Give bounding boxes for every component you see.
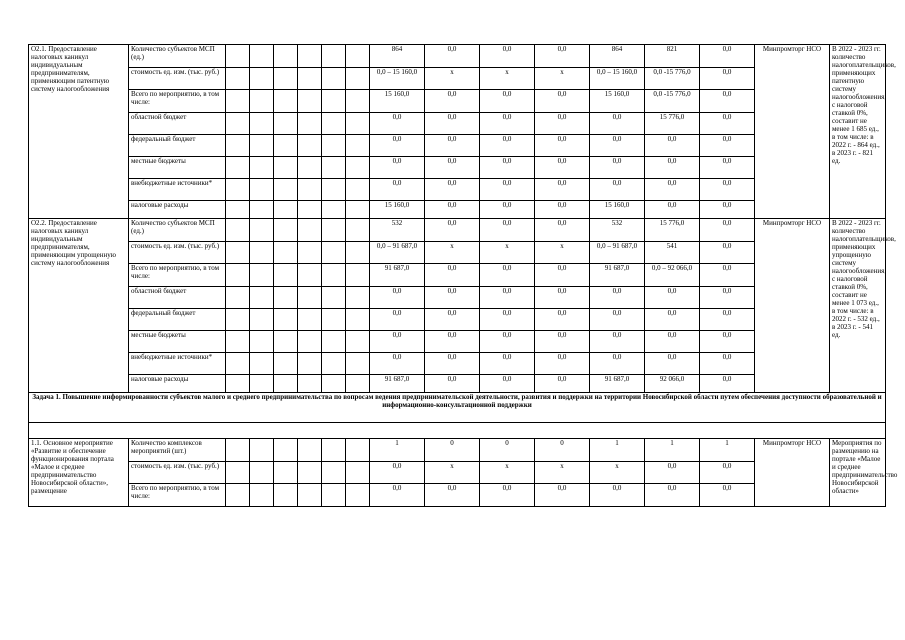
code-cell xyxy=(322,113,346,135)
value-cell: 0,0 xyxy=(535,375,590,393)
code-cell xyxy=(274,135,298,157)
row-label: Всего по мероприятию, в том числе: xyxy=(129,90,226,113)
value-cell: 0,0 xyxy=(590,309,645,331)
value-cell: 0,0 xyxy=(480,179,535,201)
code-cell xyxy=(250,331,274,353)
value-cell: 541 xyxy=(645,242,700,264)
value-cell: 0,0 xyxy=(535,201,590,219)
code-cell xyxy=(250,264,274,287)
code-cell xyxy=(250,90,274,113)
value-cell: 0,0 xyxy=(700,353,755,375)
value-cell: 0,0 xyxy=(700,90,755,113)
row-label: внебюджетные источники* xyxy=(129,179,226,201)
code-cell xyxy=(322,45,346,68)
value-cell: x xyxy=(480,68,535,90)
value-cell: 0,0 xyxy=(645,135,700,157)
value-cell: 0,0 xyxy=(645,309,700,331)
code-cell xyxy=(298,113,322,135)
value-cell: 0,0 xyxy=(370,353,425,375)
code-cell xyxy=(298,242,322,264)
value-cell: 0,0 xyxy=(370,113,425,135)
value-cell: 0,0 xyxy=(480,90,535,113)
task-heading: Задача 1. Повышение информированности субъектов малого и среднего предпринимательства по вопросам ведения предпринимательской деятельности, развития и поддержки на территории Новосибирской области путем обеспечения доступности образовательной и информационно-консультационной поддержки xyxy=(29,393,886,423)
value-cell: 0,0 xyxy=(590,484,645,507)
value-cell: 0,0 xyxy=(425,375,480,393)
value-cell: 0,0 -15 776,0 xyxy=(645,68,700,90)
code-cell xyxy=(250,219,274,242)
code-cell xyxy=(298,484,322,507)
value-cell: 0,0 xyxy=(480,45,535,68)
code-cell xyxy=(250,179,274,201)
code-cell xyxy=(226,375,250,393)
program-table xyxy=(28,44,898,507)
row-label: Всего по мероприятию, в том числе: xyxy=(129,484,226,507)
value-cell: 0,0 xyxy=(535,45,590,68)
measure-title: О2.1. Предоставление налоговых каникул индивидуальным предпринимателям, применяющим патентную систему налогообложения xyxy=(29,45,129,219)
code-cell xyxy=(274,242,298,264)
value-cell: 15 160,0 xyxy=(370,201,425,219)
code-cell xyxy=(274,353,298,375)
value-cell: 0,0 xyxy=(645,353,700,375)
code-cell xyxy=(298,287,322,309)
code-cell xyxy=(226,68,250,90)
code-cell xyxy=(226,484,250,507)
value-cell: 0,0 xyxy=(370,331,425,353)
code-cell xyxy=(274,264,298,287)
value-cell: 15 160,0 xyxy=(590,201,645,219)
value-cell: 91 687,0 xyxy=(590,264,645,287)
value-cell: 92 066,0 xyxy=(645,375,700,393)
value-cell: 0,0 xyxy=(535,331,590,353)
code-cell xyxy=(226,45,250,68)
value-cell: 864 xyxy=(590,45,645,68)
code-cell xyxy=(226,309,250,331)
value-cell: 0,0 xyxy=(590,179,645,201)
row-label: налоговые расходы xyxy=(129,201,226,219)
executor-cell: Минпромторг НСО xyxy=(755,45,830,219)
value-cell: 0,0 xyxy=(700,242,755,264)
code-cell xyxy=(322,484,346,507)
code-cell xyxy=(274,309,298,331)
value-cell: 0,0 xyxy=(535,157,590,179)
code-cell xyxy=(322,353,346,375)
code-cell xyxy=(322,90,346,113)
code-cell xyxy=(346,375,370,393)
value-cell: x xyxy=(425,242,480,264)
value-cell: 0,0 xyxy=(535,264,590,287)
code-cell xyxy=(346,353,370,375)
result-cell: В 2022 - 2023 гг. количество налогоплательщиков, применяющих упрощенную систему налогообложения, с налоговой ставкой 0%, составит не менее 1 073 ед., в том числе: в 2022 г. - 532 ед., в 2023 г. - 541 ед. xyxy=(830,219,886,393)
code-cell xyxy=(298,309,322,331)
value-cell: 0,0 xyxy=(425,219,480,242)
value-cell: 0 xyxy=(480,439,535,462)
code-cell xyxy=(322,201,346,219)
value-cell: 0,0 xyxy=(535,219,590,242)
value-cell: 91 687,0 xyxy=(370,375,425,393)
value-cell: 0,0 xyxy=(480,375,535,393)
code-cell xyxy=(226,264,250,287)
row-label: областной бюджет xyxy=(129,287,226,309)
value-cell: 0,0 xyxy=(425,484,480,507)
code-cell xyxy=(346,90,370,113)
value-cell: x xyxy=(480,242,535,264)
code-cell xyxy=(274,113,298,135)
value-cell: 0,0 xyxy=(425,135,480,157)
value-cell: 0,0 xyxy=(480,484,535,507)
value-cell: 0,0 xyxy=(425,179,480,201)
value-cell: 15 776,0 xyxy=(645,219,700,242)
code-cell xyxy=(298,157,322,179)
value-cell: 0,0 xyxy=(700,462,755,484)
value-cell: 0,0 xyxy=(535,135,590,157)
code-cell xyxy=(346,287,370,309)
value-cell: 0,0 xyxy=(370,462,425,484)
value-cell: 864 xyxy=(370,45,425,68)
value-cell: 0,0 xyxy=(700,287,755,309)
code-cell xyxy=(346,157,370,179)
code-cell xyxy=(298,201,322,219)
code-cell xyxy=(346,219,370,242)
code-cell xyxy=(250,462,274,484)
code-cell xyxy=(346,179,370,201)
row-label: федеральный бюджет xyxy=(129,309,226,331)
value-cell: 0,0 xyxy=(370,179,425,201)
code-cell xyxy=(322,242,346,264)
value-cell: 0,0 xyxy=(535,113,590,135)
value-cell: 532 xyxy=(370,219,425,242)
value-cell: 0,0 xyxy=(480,135,535,157)
value-cell: x xyxy=(425,68,480,90)
spacer-cell xyxy=(29,423,886,439)
value-cell: 0,0 xyxy=(645,287,700,309)
value-cell: 0,0 xyxy=(535,179,590,201)
code-cell xyxy=(250,309,274,331)
value-cell: 0,0 xyxy=(370,287,425,309)
value-cell: 0,0 xyxy=(425,113,480,135)
code-cell xyxy=(274,484,298,507)
code-cell xyxy=(322,135,346,157)
value-cell: 0,0 xyxy=(535,484,590,507)
value-cell: 0,0 xyxy=(645,462,700,484)
code-cell xyxy=(250,439,274,462)
value-cell: x xyxy=(480,462,535,484)
value-cell: x xyxy=(535,242,590,264)
row-label: областной бюджет xyxy=(129,113,226,135)
code-cell xyxy=(226,353,250,375)
value-cell: 1 xyxy=(370,439,425,462)
code-cell xyxy=(322,375,346,393)
code-cell xyxy=(346,242,370,264)
code-cell xyxy=(346,264,370,287)
value-cell: x xyxy=(535,68,590,90)
code-cell xyxy=(250,45,274,68)
value-cell: 1 xyxy=(590,439,645,462)
spacer-row xyxy=(29,423,886,439)
code-cell xyxy=(274,462,298,484)
result-cell: В 2022 - 2023 гг. количество налогоплательщиков, применяющих патентную систему налогообложения, с налоговой ставкой 0%, составит не менее 1 685 ед., в том числе: в 2022 г. - 864 ед., в 2023 г. - 821 ед. xyxy=(830,45,886,219)
value-cell: 0,0 xyxy=(535,90,590,113)
value-cell: 0,0 xyxy=(370,484,425,507)
value-cell: 0 xyxy=(425,439,480,462)
value-cell: 0,0 xyxy=(480,353,535,375)
row-label: стоимость ед. изм. (тыс. руб.) xyxy=(129,462,226,484)
value-cell: 0,0 xyxy=(535,353,590,375)
value-cell: 0,0 xyxy=(700,135,755,157)
code-cell xyxy=(250,375,274,393)
code-cell xyxy=(298,179,322,201)
code-cell xyxy=(346,45,370,68)
code-cell xyxy=(274,90,298,113)
value-cell: 0 xyxy=(535,439,590,462)
value-cell: 0,0 xyxy=(425,45,480,68)
code-cell xyxy=(322,439,346,462)
code-cell xyxy=(298,462,322,484)
value-cell: 91 687,0 xyxy=(370,264,425,287)
code-cell xyxy=(274,157,298,179)
value-cell: 0,0 xyxy=(645,484,700,507)
value-cell: 0,0 xyxy=(700,68,755,90)
code-cell xyxy=(226,462,250,484)
code-cell xyxy=(298,353,322,375)
code-cell xyxy=(322,179,346,201)
value-cell: 0,0 xyxy=(535,287,590,309)
executor-cell: Минпромторг НСО xyxy=(755,219,830,393)
value-cell: 0,0 xyxy=(645,331,700,353)
value-cell: 0,0 – 91 687,0 xyxy=(370,242,425,264)
code-cell xyxy=(274,179,298,201)
value-cell: 0,0 xyxy=(700,113,755,135)
value-cell: 1 xyxy=(645,439,700,462)
value-cell: 15 160,0 xyxy=(370,90,425,113)
value-cell: 0,0 xyxy=(370,135,425,157)
value-cell: 0,0 xyxy=(590,331,645,353)
executor-cell: Минпромторг НСО xyxy=(755,439,830,507)
code-cell xyxy=(346,68,370,90)
code-cell xyxy=(346,484,370,507)
value-cell: 0,0 xyxy=(370,157,425,179)
value-cell: 532 xyxy=(590,219,645,242)
value-cell: 0,0 xyxy=(425,331,480,353)
value-cell: 0,0 xyxy=(700,375,755,393)
value-cell: 0,0 xyxy=(700,157,755,179)
table-row xyxy=(29,219,886,242)
code-cell xyxy=(274,68,298,90)
value-cell: x xyxy=(535,462,590,484)
value-cell: 0,0 xyxy=(590,157,645,179)
value-cell: 0,0 xyxy=(590,135,645,157)
value-cell: x xyxy=(590,462,645,484)
table-row xyxy=(29,45,886,68)
value-cell: 0,0 xyxy=(700,201,755,219)
code-cell xyxy=(274,439,298,462)
code-cell xyxy=(322,264,346,287)
value-cell: 0,0 xyxy=(645,201,700,219)
code-cell xyxy=(346,113,370,135)
value-cell: 821 xyxy=(645,45,700,68)
value-cell: 0,0 xyxy=(425,287,480,309)
code-cell xyxy=(322,219,346,242)
measure-title: 1.1. Основное мероприятие «Развитие и обеспечение функционирования портала «Малое и среднее предпринимательство Новосибирской области», размещение xyxy=(29,439,129,507)
code-cell xyxy=(274,287,298,309)
value-cell: 0,0 xyxy=(480,264,535,287)
code-cell xyxy=(226,113,250,135)
row-label: местные бюджеты xyxy=(129,331,226,353)
code-cell xyxy=(250,287,274,309)
value-cell: 0,0 xyxy=(700,45,755,68)
code-cell xyxy=(298,375,322,393)
value-cell: 0,0 xyxy=(700,179,755,201)
value-cell: 0,0 xyxy=(590,113,645,135)
code-cell xyxy=(250,135,274,157)
value-cell: 0,0 xyxy=(480,309,535,331)
code-cell xyxy=(250,113,274,135)
code-cell xyxy=(346,309,370,331)
row-label: стоимость ед. изм. (тыс. руб.) xyxy=(129,242,226,264)
code-cell xyxy=(322,462,346,484)
code-cell xyxy=(274,375,298,393)
row-label: стоимость ед. изм. (тыс. руб.) xyxy=(129,68,226,90)
code-cell xyxy=(250,484,274,507)
code-cell xyxy=(274,219,298,242)
value-cell: 0,0 xyxy=(425,201,480,219)
code-cell xyxy=(250,68,274,90)
code-cell xyxy=(322,309,346,331)
code-cell xyxy=(250,157,274,179)
value-cell: 15 776,0 xyxy=(645,113,700,135)
value-cell: 0,0 – 15 160,0 xyxy=(590,68,645,90)
code-cell xyxy=(298,45,322,68)
value-cell: 0,0 xyxy=(700,331,755,353)
code-cell xyxy=(250,353,274,375)
value-cell: 0,0 xyxy=(700,219,755,242)
table-row xyxy=(29,439,886,462)
value-cell: 0,0 – 92 066,0 xyxy=(645,264,700,287)
code-cell xyxy=(346,201,370,219)
value-cell: 0,0 xyxy=(425,157,480,179)
code-cell xyxy=(346,462,370,484)
code-cell xyxy=(322,287,346,309)
value-cell: 0,0 xyxy=(590,287,645,309)
code-cell xyxy=(346,331,370,353)
value-cell: 15 160,0 xyxy=(590,90,645,113)
value-cell: x xyxy=(425,462,480,484)
measure-title: О2.2. Предоставление налоговых каникул индивидуальным предпринимателям, применяющим упрощенную систему налогообложения xyxy=(29,219,129,393)
row-label: федеральный бюджет xyxy=(129,135,226,157)
row-label: Количество субъектов МСП (ед.) xyxy=(129,219,226,242)
value-cell: 0,0 xyxy=(700,484,755,507)
task-row xyxy=(29,393,886,423)
value-cell: 0,0 xyxy=(645,157,700,179)
value-cell: 0,0 xyxy=(645,179,700,201)
code-cell xyxy=(226,201,250,219)
code-cell xyxy=(322,331,346,353)
code-cell xyxy=(226,439,250,462)
row-label: Всего по мероприятию, в том числе: xyxy=(129,264,226,287)
code-cell xyxy=(226,331,250,353)
value-cell: 0,0 xyxy=(480,219,535,242)
code-cell xyxy=(226,157,250,179)
row-label: налоговые расходы xyxy=(129,375,226,393)
value-cell: 0,0 xyxy=(480,157,535,179)
value-cell: 0,0 xyxy=(480,331,535,353)
code-cell xyxy=(298,68,322,90)
row-label: Количество субъектов МСП (ед.) xyxy=(129,45,226,68)
code-cell xyxy=(298,439,322,462)
code-cell xyxy=(298,90,322,113)
code-cell xyxy=(298,219,322,242)
value-cell: 0,0 xyxy=(590,353,645,375)
value-cell: 0,0 – 15 160,0 xyxy=(370,68,425,90)
code-cell xyxy=(274,331,298,353)
value-cell: 0,0 xyxy=(425,90,480,113)
code-cell xyxy=(298,135,322,157)
code-cell xyxy=(322,157,346,179)
code-cell xyxy=(250,201,274,219)
value-cell: 0,0 xyxy=(700,309,755,331)
code-cell xyxy=(226,179,250,201)
value-cell: 0,0 xyxy=(480,113,535,135)
value-cell: 0,0 xyxy=(700,264,755,287)
value-cell: 0,0 xyxy=(425,353,480,375)
value-cell: 0,0 xyxy=(425,264,480,287)
value-cell: 1 xyxy=(700,439,755,462)
row-label: местные бюджеты xyxy=(129,157,226,179)
value-cell: 91 687,0 xyxy=(590,375,645,393)
row-label: Количество комплексов мероприятий (шт.) xyxy=(129,439,226,462)
value-cell: 0,0 xyxy=(370,309,425,331)
code-cell xyxy=(250,242,274,264)
code-cell xyxy=(346,135,370,157)
code-cell xyxy=(226,90,250,113)
value-cell: 0,0 – 91 687,0 xyxy=(590,242,645,264)
value-cell: 0,0 xyxy=(480,201,535,219)
value-cell: 0,0 -15 776,0 xyxy=(645,90,700,113)
code-cell xyxy=(298,331,322,353)
code-cell xyxy=(274,45,298,68)
code-cell xyxy=(226,242,250,264)
row-label: внебюджетные источники* xyxy=(129,353,226,375)
code-cell xyxy=(226,287,250,309)
code-cell xyxy=(226,135,250,157)
code-cell xyxy=(298,264,322,287)
value-cell: 0,0 xyxy=(535,309,590,331)
result-cell: Мероприятия по размещению на портале «Малое и среднее предпринимательство Новосибирской области» xyxy=(830,439,886,507)
code-cell xyxy=(226,219,250,242)
code-cell xyxy=(274,201,298,219)
value-cell: 0,0 xyxy=(425,309,480,331)
value-cell: 0,0 xyxy=(480,287,535,309)
code-cell xyxy=(322,68,346,90)
code-cell xyxy=(346,439,370,462)
